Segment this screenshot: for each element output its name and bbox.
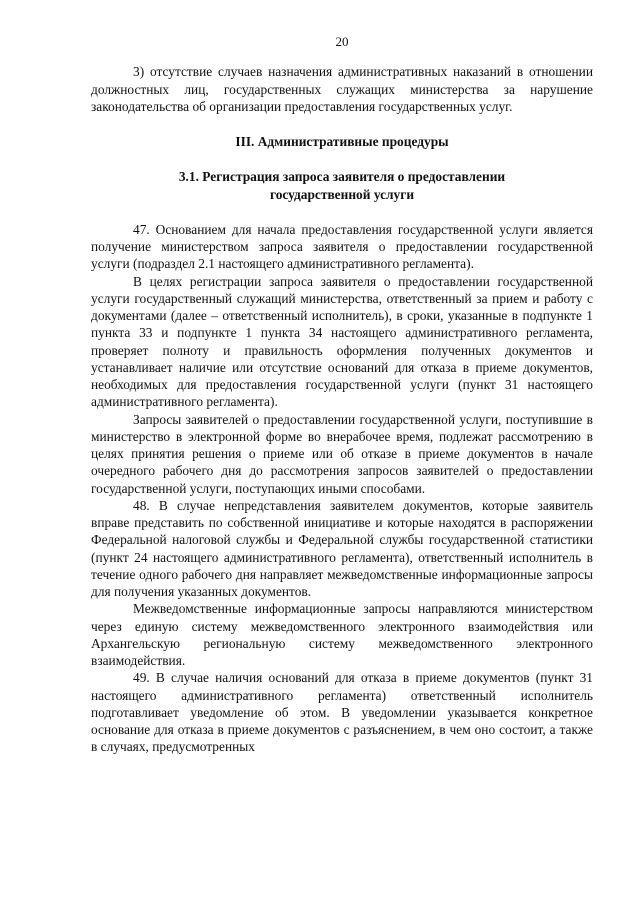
paragraph-47: 47. Основанием для начала предоставления государственной услуги является получение министерством запроса заявителя о предоставлении государственной услуги (подраздел 2.1 настоящего административного регламента).	[91, 221, 593, 272]
paragraph-49: 49. В случае наличия оснований для отказа в приеме документов (пункт 31 настоящего административного регламента) ответственный исполнитель подготавливает уведомление об этом. В уведомлении указывается конкретное основание для отказа в приеме документов с разъяснением, в чем оно состоит, а также в случаях, предусмотренных	[91, 670, 593, 755]
subsection-title-line-2: государственной услуги	[269, 186, 415, 202]
section-title: III. Административные процедуры	[235, 134, 449, 149]
subsection-title-line-1: 3.1. Регистрация запроса заявителя о предоставлении	[178, 169, 506, 185]
paragraph-48: 48. В случае непредставления заявителем документов, которые заявитель вправе представить по собственной инициативе и которые находятся в распоряжении Федеральной налоговой службы и Федеральной службы государственной статистики (пункт 24 настоящего административного регламента), ответственный исполнитель в течение одного рабочего дня направляет межведомственные информационные запросы для получения указанных документов.	[91, 497, 593, 599]
paragraph-registration: В целях регистрации запроса заявителя о предоставлении государственной услуги государственный служащий министерства, ответственный за прием и работу с документами (далее – ответственный исполнитель), в сроки, указанные в подпункте 1 пункта 33 и подпункте 1 пункта 34 настоящего административного регламента, проверяет полноту и правильность оформления полученных документов и устанавливает наличие или отсутствие оснований для отказа в приеме документов, необходимых для предоставления государственной услуги (пункт 31 настоящего административного регламента).	[91, 273, 593, 410]
subsection-title	[91, 168, 593, 203]
page-number: 20	[335, 34, 349, 49]
paragraph-interagency: Межведомственные информационные запросы направляются министерством через единую систему межведомственного электронного взаимодействия или Архангельскую региональную систему межведомственного электронного взаимодействия.	[91, 601, 593, 668]
paragraph-electronic-requests: Запросы заявителей о предоставлении государственной услуги, поступившие в министерство в электронной форме во внерабочее время, подлежат рассмотрению в целях принятия решения о приеме или об отказе в приеме документов в начале очередного рабочего дня до рассмотрения запросов заявителей о предоставлении государственной услуги, поступающих иными способами.	[91, 411, 593, 496]
intro-paragraph: 3) отсутствие случаев назначения административных наказаний в отношении должностных лиц, государственных служащих министерства за нарушение законодательства об организации предоставления государственных услуг.	[91, 64, 593, 114]
